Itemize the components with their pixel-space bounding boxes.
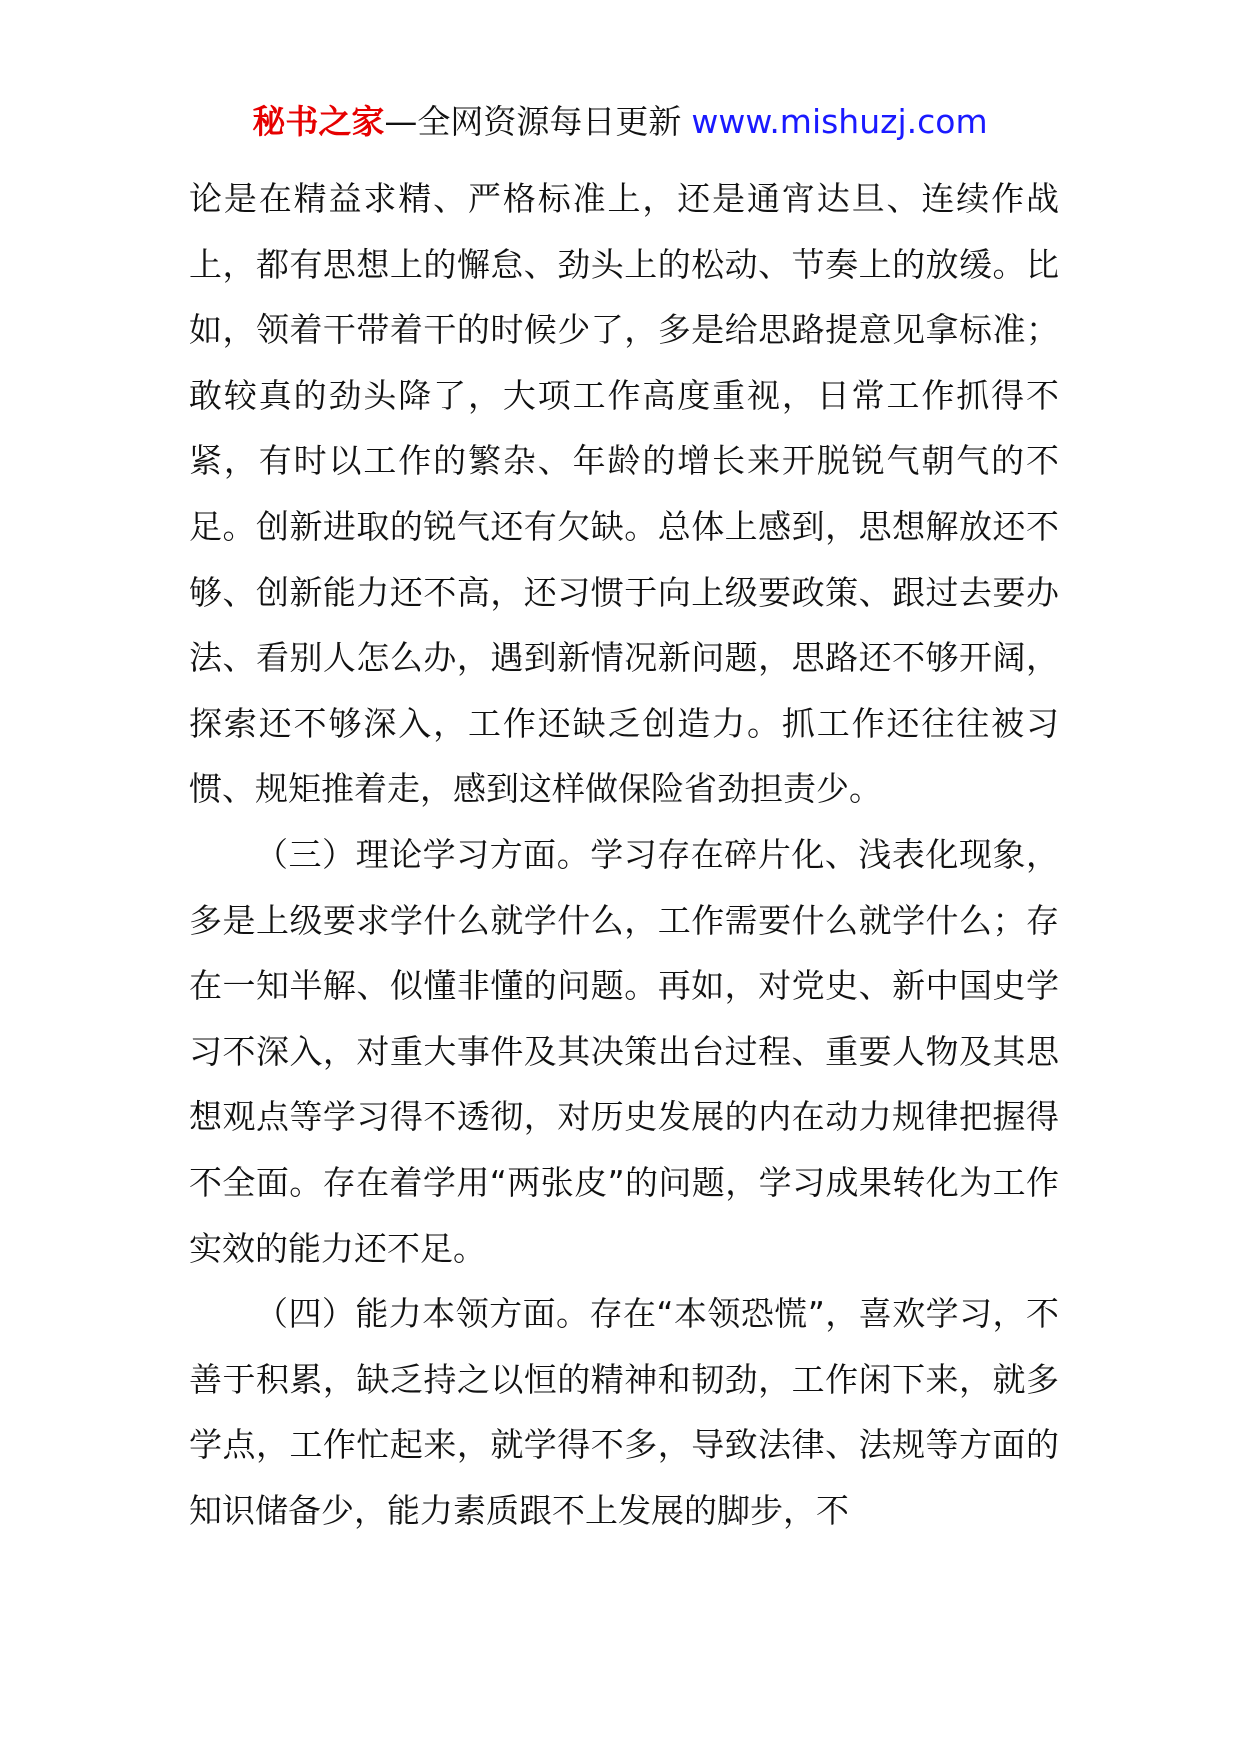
header-tagline: —全网资源每日更新 xyxy=(384,102,682,141)
brand-name: 秘书之家 xyxy=(252,102,385,141)
paragraph-ability-skills: （四）能力本领方面。存在“本领恐慌”，喜欢学习，不善于积累，缺乏持之以恒的精神和韧劲，工作闲下来，就多学点，工作忙起来，就学得不多，导致法律、法规等方面的知识储备少，能力素质跟不上发展的脚步，不 xyxy=(189,1294,1059,1530)
page-header xyxy=(0,102,1240,142)
document-body xyxy=(189,166,1059,1543)
paragraph-theory-study: （三）理论学习方面。学习存在碎片化、浅表化现象，多是上级要求学什么就学什么，工作需要什么就学什么；存在一知半解、似懂非懂的问题。再如，对党史、新中国史学习不深入，对重大事件及其决策出台过程、重要人物及其思想观点等学习得不透彻，对历史发展的内在动力规律把握得不全面。存在着学用“两张皮”的问题，学习成果转化为工作实效的能力还不足。 xyxy=(189,834,1059,1268)
site-url-link[interactable]: www.mishuzj.com xyxy=(691,102,988,141)
paragraph-continuation: 论是在精益求精、严格标准上，还是通宵达旦、连续作战上，都有思想上的懈怠、劲头上的松动、节奏上的放缓。比如，领着干带着干的时候少了，多是给思路提意见拿标准；敢较真的劲头降了，大项工作高度重视，日常工作抓得不紧，有时以工作的繁杂、年龄的增长来开脱锐气朝气的不足。创新进取的锐气还有欠缺。总体上感到，思想解放还不够、创新能力还不高，还习惯于向上级要政策、跟过去要办法、看别人怎么办，遇到新情况新问题，思路还不够开阔，探索还不够深入，工作还缺乏创造力。抓工作还往往被习惯、规矩推着走，感到这样做保险省劲担责少。 xyxy=(189,179,1059,809)
